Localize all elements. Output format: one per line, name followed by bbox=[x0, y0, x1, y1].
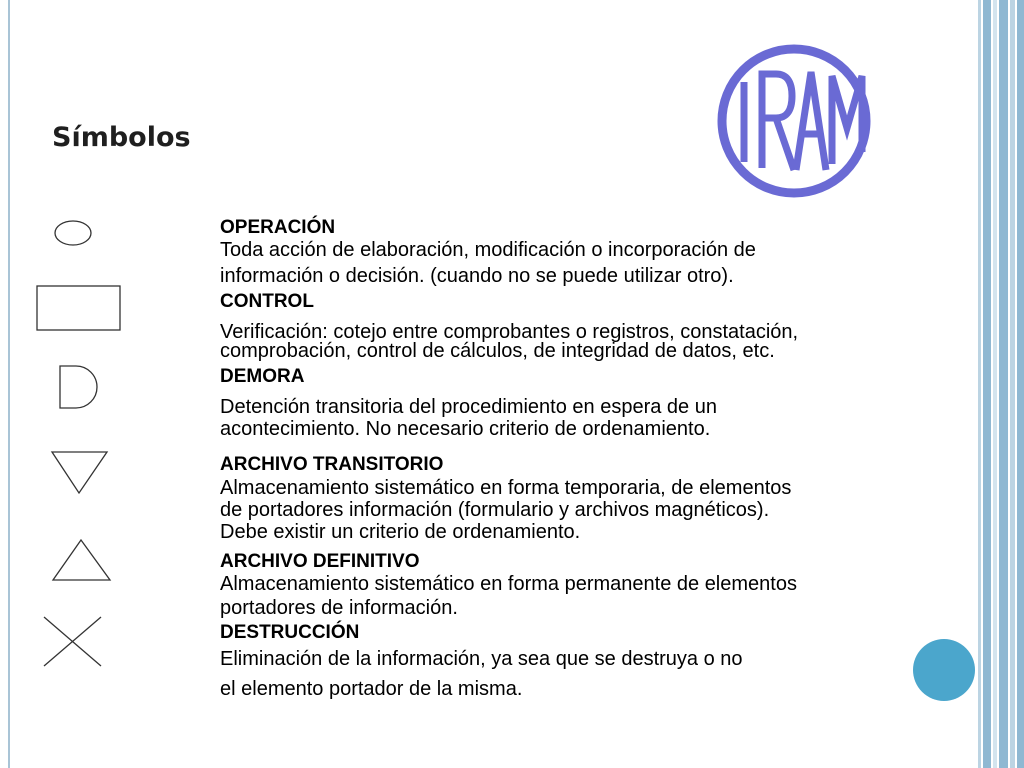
permanent-file-description-line: portadores de información. bbox=[220, 597, 458, 619]
permanent-file-triangle-up-icon bbox=[50, 536, 114, 586]
control-entry bbox=[220, 291, 940, 362]
permanent-file-description-line: Almacenamiento sistemático en forma permanente de elementos bbox=[220, 573, 797, 595]
control-heading: CONTROL bbox=[220, 291, 314, 312]
temporary-file-triangle-down-icon bbox=[49, 448, 111, 498]
operation-description-line: información o decisión. (cuando no se puede utilizar otro). bbox=[220, 265, 734, 287]
destruction-x-icon bbox=[41, 614, 105, 670]
delay-entry bbox=[220, 366, 940, 440]
control-description-line: comprobación, control de cálculos, de integridad de datos, etc. bbox=[220, 340, 775, 362]
delay-description-line: acontecimiento. No necesario criterio de ordenamiento. bbox=[220, 418, 711, 440]
decorative-circle bbox=[913, 639, 975, 701]
delay-d-shape-icon bbox=[56, 362, 102, 412]
operation-entry bbox=[220, 217, 940, 287]
temporary-file-description-line: Debe existir un criterio de ordenamiento. bbox=[220, 521, 581, 543]
permanent-file-entry bbox=[220, 551, 940, 619]
destruction-entry bbox=[220, 622, 940, 700]
destruction-description-line: el elemento portador de la misma. bbox=[220, 678, 523, 700]
operation-ellipse-icon bbox=[52, 218, 94, 248]
temporary-file-description-line: Almacenamiento sistemático en forma temporaria, de elementos bbox=[220, 477, 792, 499]
temporary-file-entry bbox=[220, 454, 940, 543]
right-decorative-stripes bbox=[978, 0, 1024, 768]
permanent-file-heading: ARCHIVO DEFINITIVO bbox=[220, 551, 420, 572]
iram-logo bbox=[714, 42, 874, 200]
operation-heading: OPERACIÓN bbox=[220, 217, 336, 238]
delay-heading: DEMORA bbox=[220, 366, 305, 387]
control-description-line: Verificación: cotejo entre comprobantes o registros, constatación, bbox=[220, 321, 799, 343]
operation-description-line: Toda acción de elaboración, modificación o incorporación de bbox=[220, 239, 756, 261]
destruction-heading: DESTRUCCIÓN bbox=[220, 622, 360, 643]
left-frame-line bbox=[8, 0, 10, 768]
slide-title: Símbolos bbox=[52, 122, 191, 153]
delay-description-line: Detención transitoria del procedimiento en espera de un bbox=[220, 396, 717, 418]
control-rectangle-icon bbox=[34, 283, 124, 333]
temporary-file-description-line: de portadores información (formulario y archivos magnéticos). bbox=[220, 499, 770, 521]
destruction-description-line: Eliminación de la información, ya sea que se destruya o no bbox=[220, 648, 743, 670]
temporary-file-heading: ARCHIVO TRANSITORIO bbox=[220, 454, 444, 475]
